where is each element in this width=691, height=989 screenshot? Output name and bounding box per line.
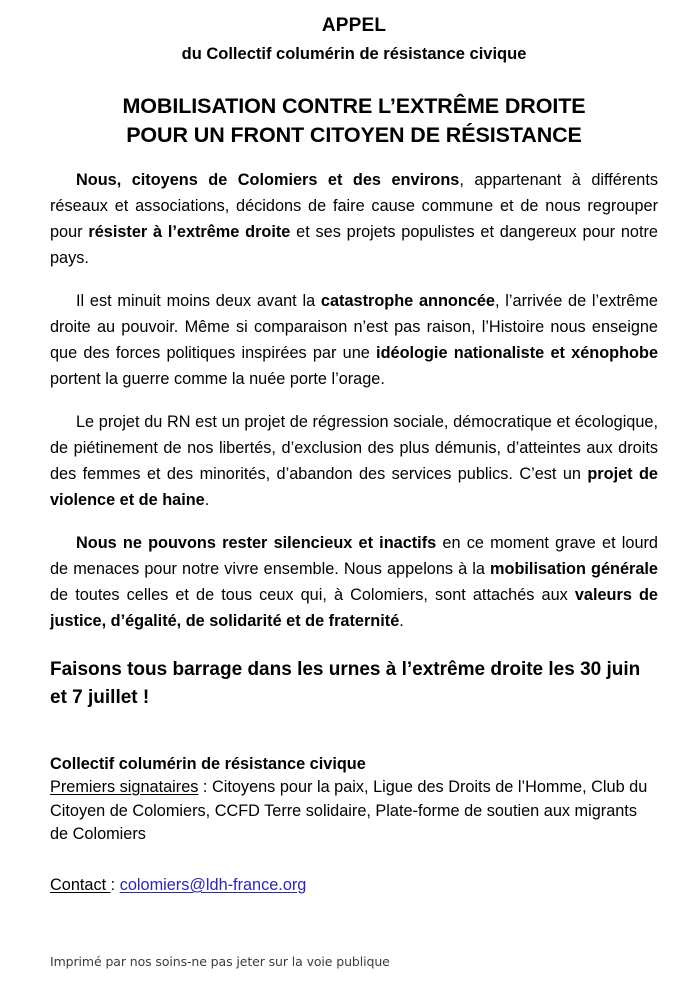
headline-line-1: MOBILISATION CONTRE L’EXTRÊME DROITE: [122, 94, 586, 118]
call-to-action: Faisons tous barrage dans les urnes à l’extrême droite les 30 juin et 7 juillet !: [50, 659, 641, 708]
contact-line: [50, 847, 658, 897]
signature-organisation: Collectif columérin de résistance civique: [50, 755, 366, 773]
paragraph-1: [50, 167, 658, 271]
paragraph-4-emphasis-3: valeurs de justice, d’égalité, de solidarité et de fraternité: [50, 586, 658, 630]
paragraph-4: [50, 530, 658, 634]
paragraph-1-emphasis-1: Nous, citoyens de Colomiers et des environs: [76, 171, 460, 189]
paragraph-2-emphasis-1: catastrophe annoncée: [320, 292, 495, 310]
paragraph-2-text-3: portent la guerre comme la nuée porte l’orage.: [50, 370, 385, 388]
signatories-names: : Citoyens pour la paix, Ligue des Droits de l’Homme, Club du Citoyen de Colomiers, CCFD Terre solidaire, Plate-forme de soutien aux migrants de Colomiers: [50, 778, 648, 843]
body-text: [50, 150, 658, 634]
paragraph-2-emphasis-2: idéologie nationaliste et xénophobe: [376, 344, 658, 362]
print-disclaimer: Imprimé par nos soins-ne pas jeter sur la voie publique: [50, 954, 390, 969]
contact-label: Contact: [50, 875, 111, 894]
contact-separator: :: [110, 875, 120, 894]
paragraph-2: [50, 288, 658, 392]
page-title: APPEL: [321, 15, 387, 36]
paragraph-3-text-2: .: [204, 491, 210, 509]
paragraph-2-text-1: Il est minuit moins deux avant la: [76, 292, 321, 310]
signatories-label: Premiers signataires: [50, 778, 199, 796]
signature-block: [50, 712, 658, 847]
paragraph-3-emphasis-1: projet de violence et de haine: [50, 465, 658, 509]
paragraph-1-text-1: , appartenant à différents réseaux et associations, décidons de faire cause commune et de nous regrouper pour: [50, 171, 659, 241]
signatories-list: [50, 776, 658, 847]
headline: [50, 65, 658, 150]
paragraph-4-emphasis-1: Nous ne pouvons rester silencieux et inactifs: [76, 534, 437, 552]
paragraph-4-text-2: de toutes celles et de tous ceux qui, à Colomiers, sont attachés aux: [50, 586, 575, 604]
page-subtitle: du Collectif columérin de résistance civique: [181, 45, 527, 63]
paragraph-4-text-3: .: [399, 612, 404, 630]
paragraph-1-text-2: et ses projets populistes et dangereux pour notre pays.: [50, 223, 658, 267]
paragraph-2-text-2: , l’arrivée de l’extrême droite au pouvoir. Même si comparaison n’est pas raison, l’Histoire nous enseigne que des forces politiques inspirées par une: [50, 292, 658, 362]
paragraph-4-emphasis-2: mobilisation générale: [490, 560, 658, 578]
document-content: [50, 0, 658, 897]
paragraph-1-emphasis-2: résister à l’extrême droite: [88, 223, 291, 241]
contact-email-link[interactable]: colomiers@ldh-france.org: [119, 875, 307, 894]
paragraph-3: [50, 409, 658, 513]
headline-line-2: POUR UN FRONT CITOYEN DE RÉSISTANCE: [126, 123, 582, 147]
paragraph-4-text-1: en ce moment grave et lourd de menaces pour notre vivre ensemble. Nous appelons à la: [50, 534, 658, 578]
paragraph-3-text-1: Le projet du RN est un projet de régression sociale, démocratique et écologique, de piétinement de nos libertés, d’exclusion des plus démunis, d’atteintes aux droits des femmes et des minorités, d’abandon des services publics. C’est un: [50, 413, 658, 483]
